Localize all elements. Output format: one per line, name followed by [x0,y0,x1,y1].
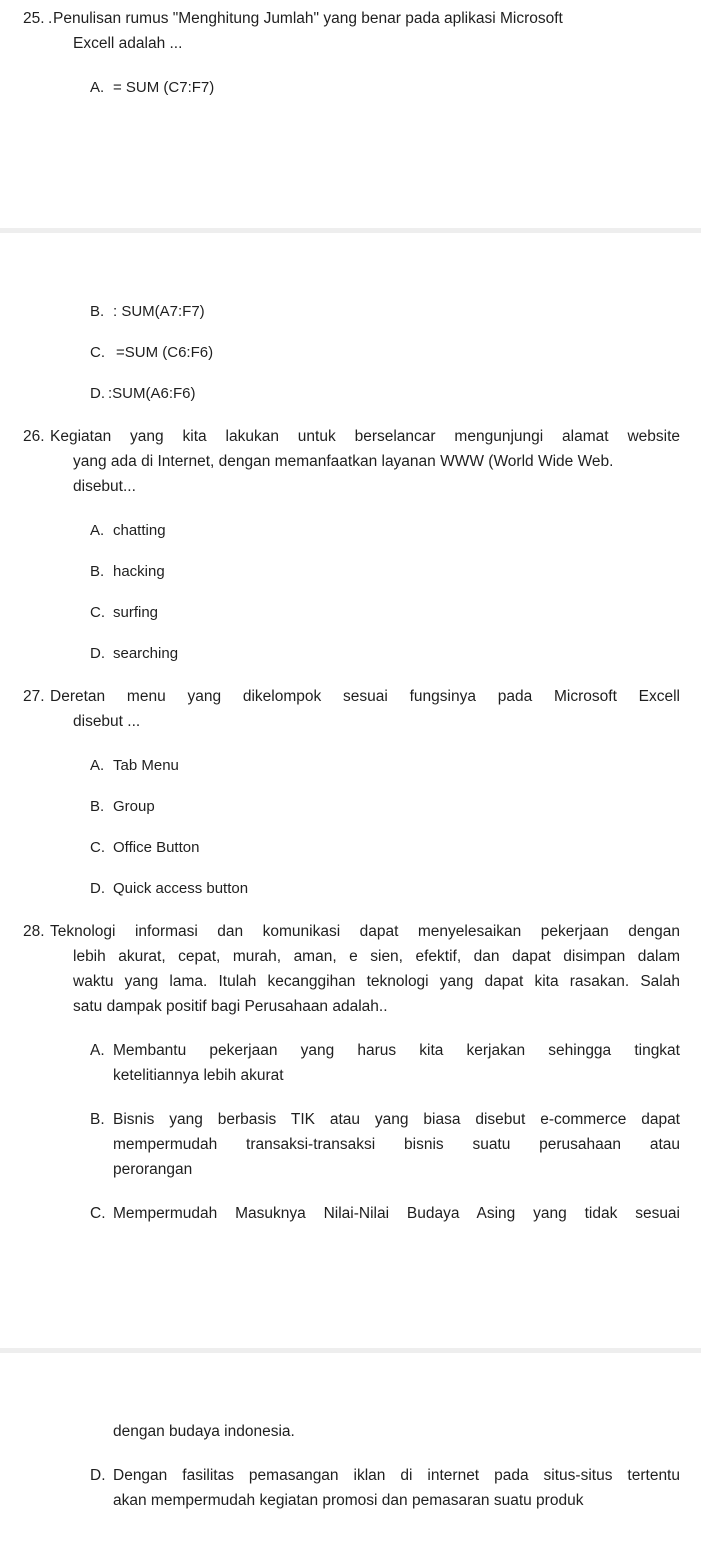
option-text-line: dengan budaya indonesia. [113,1423,295,1440]
option-letter: A. [90,522,105,539]
option-text: searching [113,645,179,662]
option-text: = SUM (C7:F7) [113,79,215,96]
question-text-line: yang ada di Internet, dengan memanfaatkan layanan WWW (World Wide Web. [73,453,614,470]
option-text: : SUM(A7:F7) [113,303,205,320]
option-text: Office Button [113,839,200,856]
question-text-line: Excell adalah ... [73,35,183,52]
page-separator [0,228,701,233]
option-letter: D. [90,1467,106,1484]
question-number: 26. [23,428,45,445]
question-number: 28. [23,923,45,940]
question-text-line: lebih akurat, cepat, murah, aman, e sien, efektif, dan dapat disimpan dalam [73,948,680,965]
option-letter: B. [90,1111,105,1128]
question-prefix: . [48,10,53,27]
option-text-line: Dengan fasilitas pemasangan iklan di internet pada situs-situs tertentu [113,1467,680,1484]
question-number: 27. [23,688,45,705]
option-text: :SUM(A6:F6) [108,385,196,402]
option-letter: B. [90,303,105,320]
option-letter: A. [90,1042,105,1059]
option-text-line: Membantu pekerjaan yang harus kita kerjakan sehingga tingkat [113,1042,680,1059]
option-letter: C. [90,344,105,361]
question-text-line: Kegiatan yang kita lakukan untuk berselancar mengunjungi alamat website [50,428,680,445]
question-text-line: satu dampak positif bagi Perusahaan adalah.. [73,998,388,1015]
option-text: =SUM (C6:F6) [116,344,214,361]
option-text: Tab Menu [113,757,179,774]
option-text: surfing [113,604,159,621]
question-text-line: disebut... [73,478,136,495]
option-text: Group [113,798,155,815]
option-text-line: mempermudah transaksi-transaksi bisnis suatu perusahaan atau [113,1136,680,1153]
option-text: Quick access button [113,880,249,897]
question-text-line: disebut ... [73,713,141,730]
option-text-line: akan mempermudah kegiatan promosi dan pemasaran suatu produk [113,1492,584,1509]
question-text-line: Penulisan rumus "Menghitung Jumlah" yang benar pada aplikasi Microsoft [53,10,563,27]
option-letter: C. [90,604,105,621]
option-text-line: Mempermudah Masuknya Nilai-Nilai Budaya Asing yang tidak sesuai [113,1205,680,1222]
option-text: hacking [113,563,165,580]
option-letter: A. [90,79,105,96]
option-text-line: perorangan [113,1161,193,1178]
option-letter: B. [90,798,105,815]
option-text-line: ketelitiannya lebih akurat [113,1067,284,1084]
question-text-line: Teknologi informasi dan komunikasi dapat menyelesaikan pekerjaan dengan [50,923,680,940]
option-text: chatting [113,522,166,539]
option-letter: B. [90,563,105,580]
question-text-line: waktu yang lama. Itulah kecanggihan teknologi yang dapat kita rasakan. Salah [73,973,680,990]
option-letter: C. [90,1205,106,1222]
option-letter: D. [90,385,105,402]
option-letter: D. [90,880,105,897]
option-text-line: Bisnis yang berbasis TIK atau yang biasa disebut e-commerce dapat [113,1111,680,1128]
question-number: 25. [23,10,45,27]
option-letter: C. [90,839,105,856]
option-letter: D. [90,645,105,662]
question-text-line: Deretan menu yang dikelompok sesuai fungsinya pada Microsoft Excell [50,688,680,705]
option-letter: A. [90,757,105,774]
page-separator [0,1348,701,1353]
